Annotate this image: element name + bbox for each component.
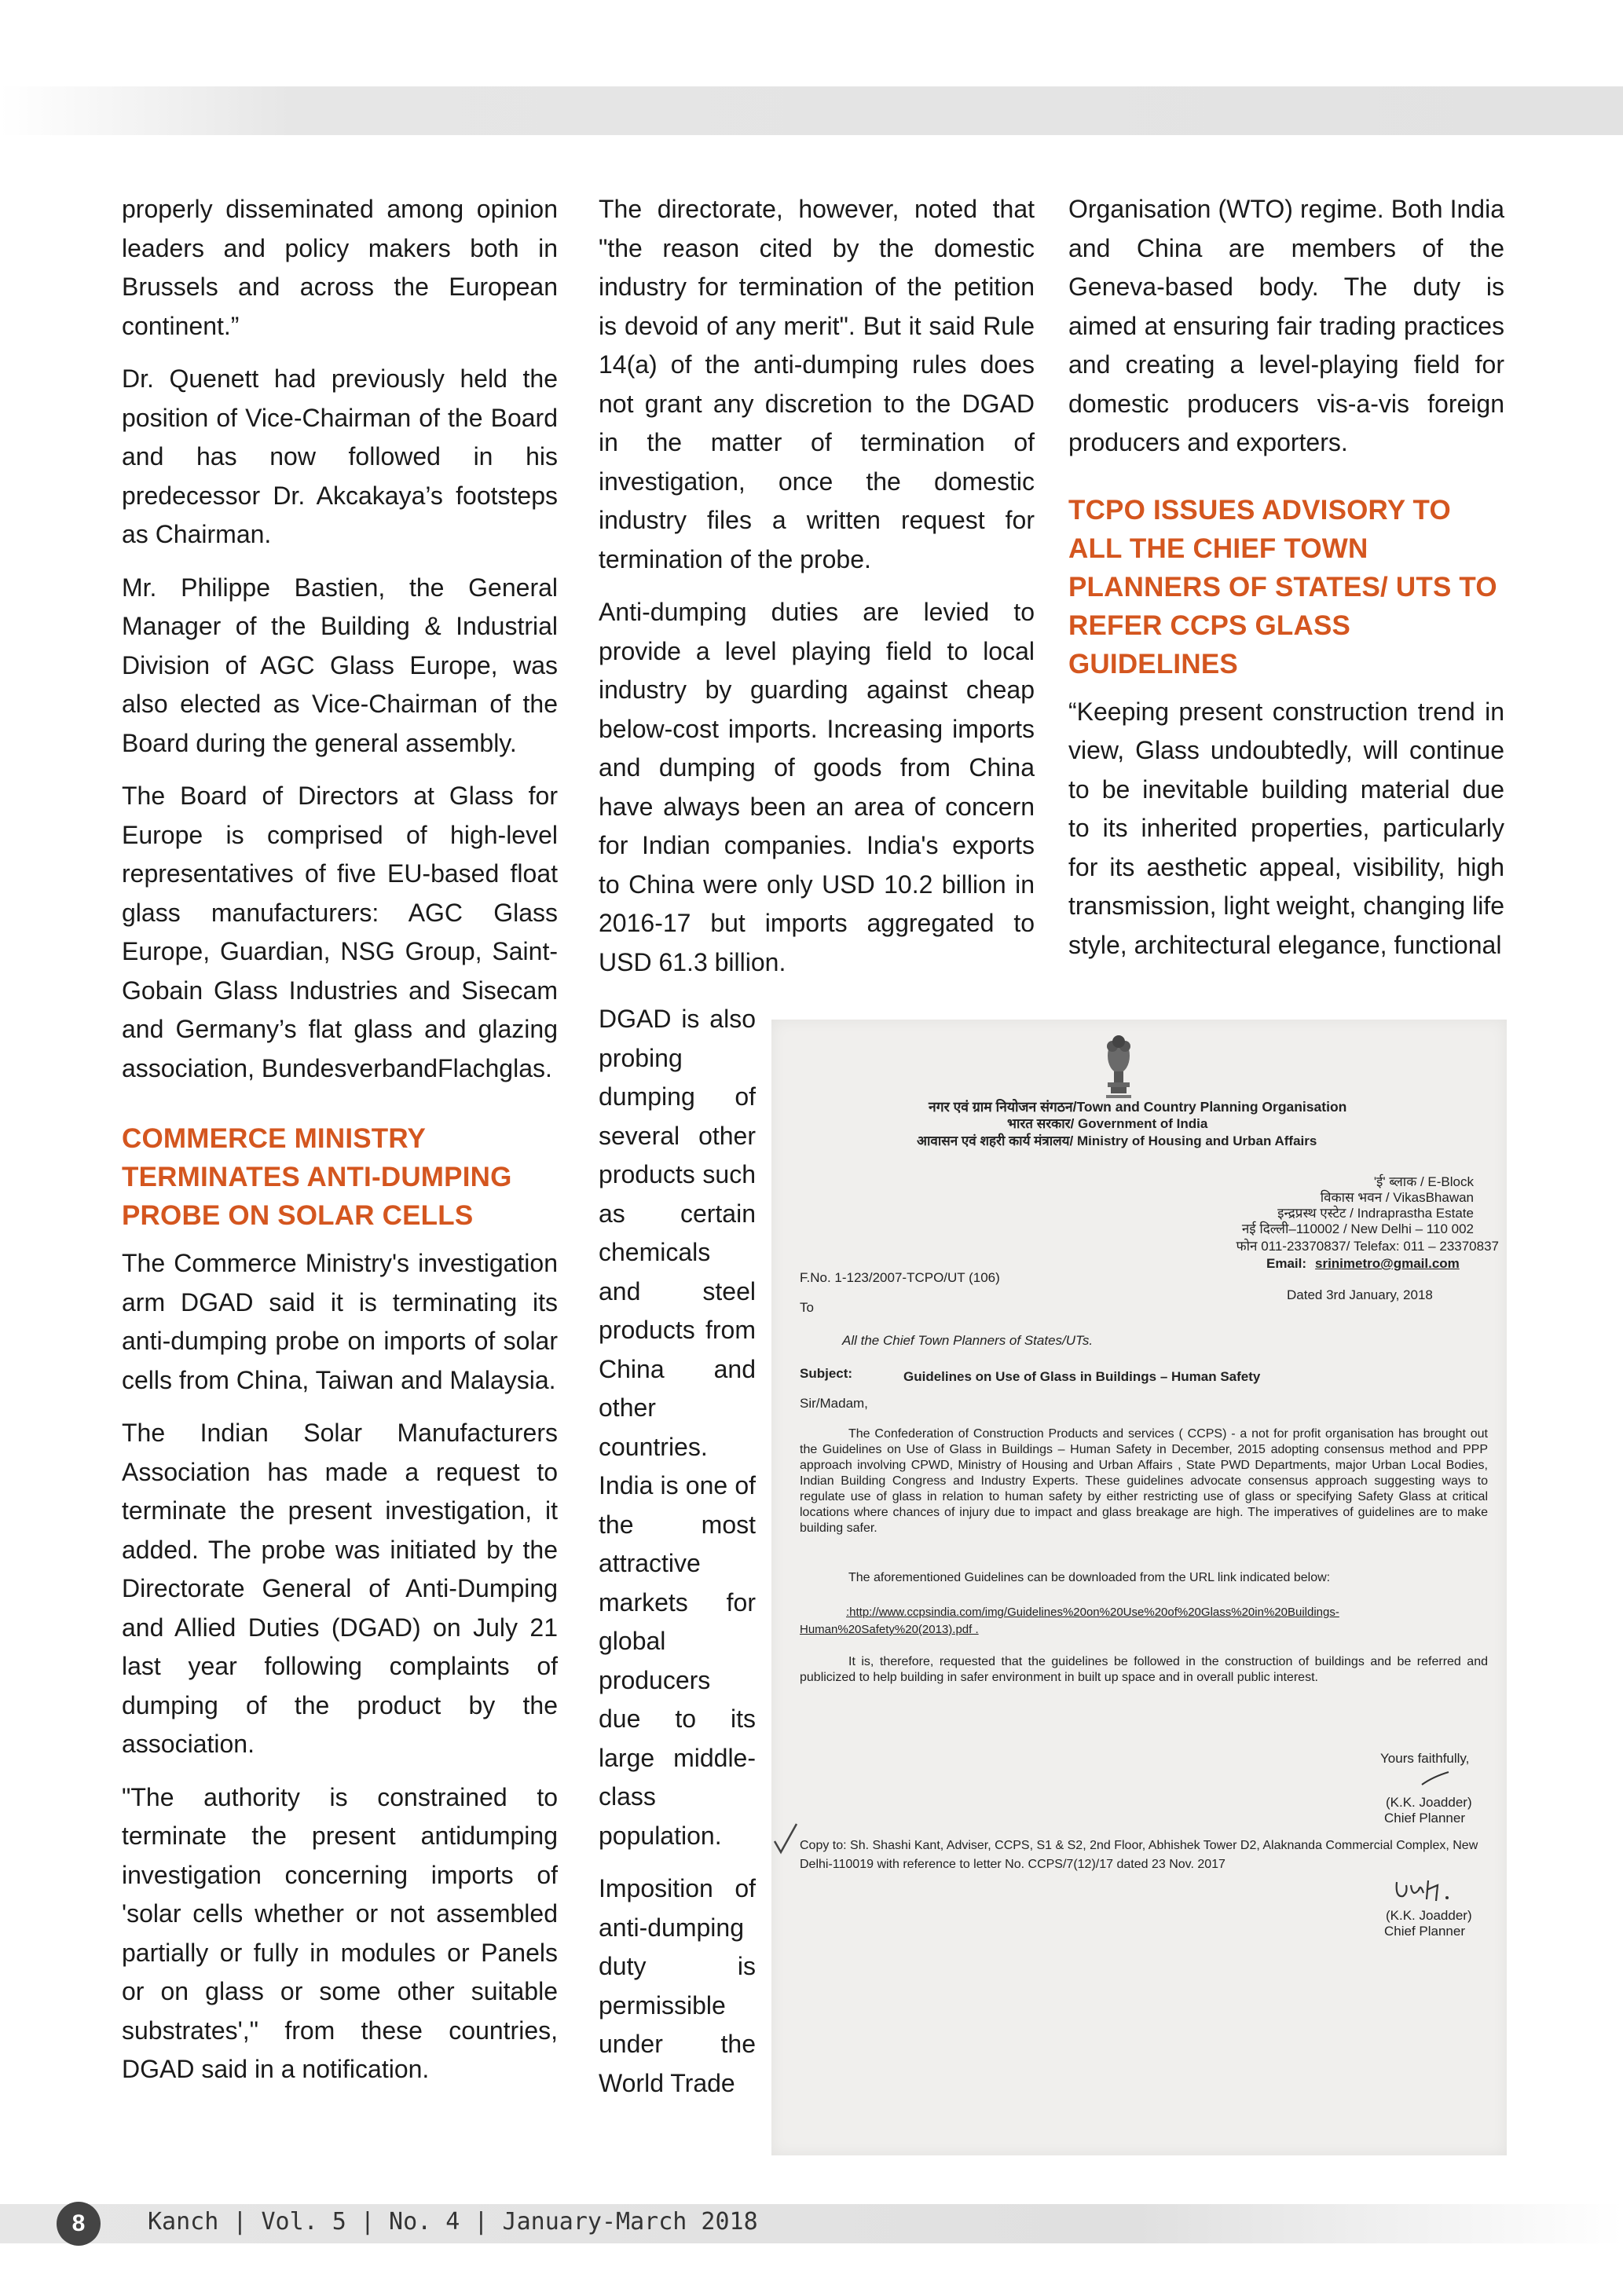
section-heading-solar: COMMERCE MINISTRY TERMINATES ANTI-DUMPING PROBE ON SOLAR CELLS [122,1123,512,1231]
paragraph: The Commerce Ministry's investigation arm DGAD said it is terminating its anti-dumping probe on imports of solar cells from China, Taiwan and Malaysia. [122,1249,558,1394]
address-line: 'ई' ब्लाक / E-Block [1373,1174,1474,1189]
header-band [0,86,1623,135]
address-line: विकास भवन / VikasBhawan [1320,1190,1474,1205]
paragraph: Organisation (WTO) regime. Both India and China are members of the Geneva-based body. The duty is aimed at ensuring fair trading practices and creating a level-playing field for domestic producers vis-a-vis foreign producers and exporters. [1068,195,1504,456]
closing: Yours faithfully, [1380,1751,1470,1766]
paragraph: The Indian Solar Manufacturers Association has made a request to terminate the present investigation, it added. The probe was initiated by the Directorate General of Anti-Dumping and Allied Duties (DGAD) on July 21 last year following complaints of dumping of the product by the association. [122,1419,558,1758]
signatory-name: (K.K. Joadder) [1386,1795,1472,1810]
paragraph: The Board of Directors at Glass for Europe is comprised of high-level representatives of five EU-based float glass manufacturers: AGC Glass Europe, Guardian, NSG Group, Saint-Gobain Glass Industries and Sisecam and Germany’s flat glass and glazing association, BundesverbandFlachglas. [122,782,558,1082]
to-label: To [800,1300,814,1315]
letter-body-paragraph: The aforementioned Guidelines can be downloaded from the URL link indicated below: [848,1571,1331,1584]
address-line: इन्द्रप्रस्थ एस्टेट / Indraprastha Estate [1277,1206,1474,1221]
guidelines-url-continued: Human%20Safety%20(2013).pdf . [800,1623,979,1636]
national-emblem-icon [1100,1032,1138,1101]
org-line-2: भारत सरकार/ Government of India [1007,1116,1208,1131]
column-middle [599,190,1035,996]
column-left [122,190,558,2104]
paragraph: Dr. Quenett had previously held the position of Vice-Chairman of the Board and has now followed in his predecessor Dr. Akcakaya’s footsteps as Chairman. [122,364,558,548]
subject-label: Subject: [800,1366,853,1381]
letter-image [771,1020,1507,2155]
phone-line: फोन 011-23370837/ Telefax: 011 – 23370837 [1236,1239,1499,1254]
recipient-line: All the Chief Town Planners of States/UTs. [842,1333,1094,1348]
paragraph: The directorate, however, noted that "the reason cited by the domestic industry for termination of the petition is devoid of any merit". But it said Rule 14(a) of the anti-dumping rules does not grant any discretion to the DGAD in the matter of termination of investigation, once the domestic industry files a written request for termination of the probe. [599,195,1035,573]
paragraph: Imposition of anti-dumping duty is permissible under the World Trade [599,1874,756,2097]
address-line: नई दिल्ली–110002 / New Delhi – 110 002 [1241,1221,1474,1236]
tick-mark-icon [771,1821,800,1857]
page-number: 8 [57,2202,101,2246]
signatory-title: Chief Planner [1384,1924,1466,1939]
paragraph: Mr. Philippe Bastien, the General Manager of the Building & Industrial Division of AGC Glass Europe, was also elected as Vice-Chairman of the Board during the general assembly. [122,573,558,757]
column-middle-narrow [599,1000,756,2117]
letter-date: Dated 3rd January, 2018 [1287,1287,1433,1302]
file-number: F.No. 1-123/2007-TCPO/UT (106) [800,1270,1000,1285]
paragraph: DGAD is also probing dumping of several other products such as certain chemicals and steel products from China and other countries. India is one of the most attractive markets for global producers due to its large middle-class population. [599,1005,756,1850]
paragraph: properly disseminated among opinion leaders and policy makers both in Brussels and across the European continent.” [122,195,558,340]
email-label: Email: [1266,1256,1307,1271]
org-line-3: आवासन एवं शहरी कार्य मंत्रालय/ Ministry of Housing and Urban Affairs [917,1133,1317,1148]
paragraph: "The authority is constrained to terminate the present antidumping investigation concerning imports of 'solar cells whether or not assembled partially or fully in modules or Panels or on glass or some other suitable substrates'," from these countries, DGAD said in a notification. [122,1782,558,2083]
guidelines-url: :http://www.ccpsindia.com/img/Guidelines%20on%20Use%20of%20Glass%20in%20Buildings- [846,1606,1339,1619]
footer-publication-info: Kanch | Vol. 5 | No. 4 | January-March 2018 [148,2208,758,2236]
subject-text: Guidelines on Use of Glass in Buildings – Human Safety [903,1369,1261,1384]
signatory-title: Chief Planner [1384,1811,1466,1825]
copy-to-line: Copy to: Sh. Shashi Kant, Adviser, CCPS, S1 & S2, 2nd Floor, Abhishek Tower D2, Alaknanda Commercial Complex, New Delhi-110019 with reference to letter No. CCPS/7(12)/17 dated 23 Nov. 2017 [800,1839,1478,1871]
org-line-1: नगर एवं ग्राम नियोजन संगठन/Town and Country Planning Organisation [929,1099,1347,1115]
handwritten-signature [1392,1874,1455,1906]
column-right [1068,190,1504,979]
letter-body-paragraph: It is, therefore, requested that the guidelines be followed in the construction of buildings and be referred and publicized to help building in safer environment in built up space and in overall public interest. [800,1655,1488,1684]
letter-body-paragraph: The Confederation of Construction Products and services ( CCPS) - a not for profit organisation has brought out the Guidelines on Use of Glass in Buildings – Human Safety in December, 2015 adopting consensus method and PPP approach involving CPWD, Ministry of Housing and Urban Affairs , State PWD Departments, major Urban Local Bodies, Indian Building Congress and Industry Experts. These guidelines advocate consensus approach suggesting ways to regulate use of glass in relation to human safety by either restricting use of glass or specifying Safety Glass at critical locations where chances of injury due to impact and glass breakage are high. The imperatives of guidelines are to make building safer. [800,1427,1488,1535]
signatory-name: (K.K. Joadder) [1386,1908,1472,1923]
paragraph: Anti-dumping duties are levied to provide a level playing field to local industry by guarding against cheap below-cost imports. Increasing imports and dumping of goods from China have always been an area of concern for Indian companies. India's exports to China were only USD 10.2 billion in 2016-17 but imports aggregated to USD 61.3 billion. [599,598,1035,976]
section-heading-tcpo: TCPO ISSUES ADVISORY TO ALL THE CHIEF TOWN PLANNERS OF STATES/ UTS TO REFER CCPS GLASS GUIDELINES [1068,494,1497,679]
email-address: srinimetro@gmail.com [1315,1256,1460,1271]
salutation: Sir/Madam, [800,1396,868,1411]
paragraph: “Keeping present construction trend in view, Glass undoubtedly, will continue to be inevitable building material due to its inherited properties, particularly for its aesthetic appeal, visibility, high transmission, light weight, changing life style, architectural elegance, functional [1068,697,1504,959]
signature-mark [1420,1769,1452,1788]
